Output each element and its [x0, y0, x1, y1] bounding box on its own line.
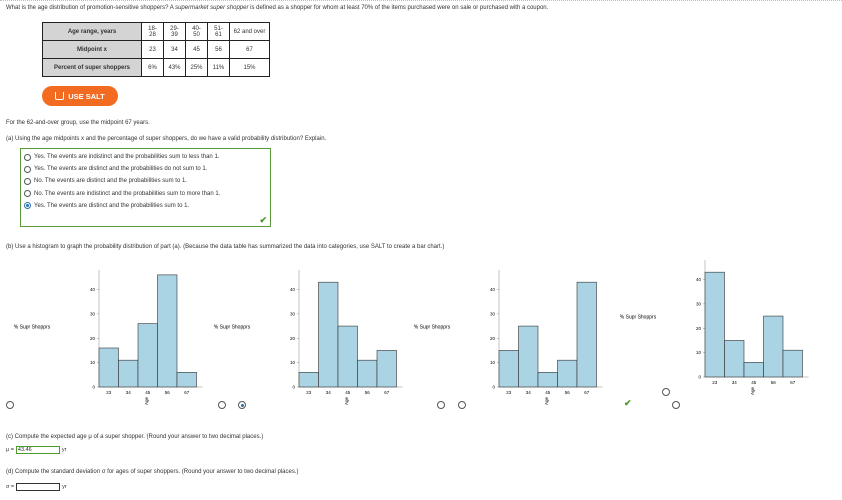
part-b-prompt: (b) Use a histogram to graph the probability distribution of part (a). (Because the data table has summarized the data into categories, use SALT to create a bar chart.)	[6, 244, 445, 250]
x-axis-label: Age	[143, 396, 149, 406]
bar	[358, 360, 378, 387]
table-row	[43, 59, 270, 77]
bar	[764, 316, 784, 377]
y-tick-label: 20	[695, 325, 701, 331]
x-tick-label: 56	[770, 380, 776, 385]
table-cell: 23	[142, 41, 164, 59]
table-cell: 11%	[208, 59, 230, 77]
y-axis-label: % Supr Shopprs	[13, 324, 51, 331]
histogram-option-1	[4, 262, 204, 410]
y-tick-label: 30	[695, 301, 701, 307]
y-tick-label: 10	[695, 350, 701, 356]
x-tick-label: 56	[164, 390, 170, 395]
part-a-prompt: (a) Using the age midpoints x and the percentage of super shoppers, do we have a valid probability distribution? Explain.	[6, 136, 327, 142]
choice-label: Yes. The events are indistinct and the probabilities sum to less than 1.	[34, 154, 220, 161]
y-tick-label: 40	[289, 287, 295, 292]
bar	[338, 326, 358, 387]
table-cell: 29-39	[164, 23, 186, 41]
bar	[783, 350, 803, 377]
x-tick-label: 56	[564, 390, 570, 395]
bar	[705, 272, 725, 377]
table-cell: 6%	[142, 59, 164, 77]
bar	[138, 324, 158, 387]
choice-option[interactable]	[24, 151, 267, 163]
choice-option[interactable]	[24, 175, 267, 187]
histogram-option-2	[204, 262, 404, 410]
mu-symbol: μ =	[6, 447, 14, 453]
bar	[177, 372, 197, 387]
use-salt-button[interactable]	[42, 86, 118, 106]
bar	[538, 372, 558, 387]
x-tick-label: 67	[790, 380, 796, 385]
check-icon: ✔	[624, 398, 632, 408]
bar	[99, 348, 119, 387]
choice-option[interactable]	[24, 200, 267, 212]
bar	[319, 282, 339, 387]
x-tick-label: 67	[584, 390, 590, 395]
mu-input[interactable]: 43.46	[16, 446, 60, 454]
bar	[577, 282, 597, 387]
use-salt-label: USE SALT	[68, 91, 105, 101]
choice-label: No. The events are distinct and the probabilities sum to 1.	[34, 178, 187, 185]
choice-label: Yes. The events are distinct and the probabilities do not sum to 1.	[34, 166, 208, 173]
x-tick-label: 67	[184, 390, 190, 395]
x-tick-label: 67	[384, 390, 390, 395]
unit-label: yr	[62, 484, 67, 490]
x-tick-label: 45	[545, 390, 551, 395]
unit-label: yr	[61, 447, 67, 453]
y-tick-label: 20	[489, 335, 495, 341]
radio-button[interactable]	[24, 190, 31, 197]
y-tick-label: 30	[489, 311, 495, 317]
bar	[119, 360, 139, 387]
table-cell: 43%	[164, 59, 186, 77]
y-tick-label: 0	[492, 384, 495, 390]
x-axis-label: Age	[543, 396, 549, 406]
choice-option[interactable]	[24, 163, 267, 175]
x-axis-label: Age	[343, 396, 349, 406]
y-tick-label: 0	[92, 384, 95, 390]
table-cell: 51-61	[208, 23, 230, 41]
table-row	[43, 23, 270, 41]
y-tick-label: 40	[89, 287, 95, 292]
question-text: What is the age distribution of promotion-sensitive shoppers? A supermarket super shopper is defined as a shopper for whom at least 70% of the items purchased were on sale or purchased with a coupon.	[6, 5, 549, 11]
table-cell: 45	[186, 41, 208, 59]
note-text: For the 62-and-over group, use the midpoint 67 years.	[6, 120, 150, 126]
x-tick-label: 23	[106, 390, 112, 395]
row-header: Midpoint x	[43, 41, 142, 59]
x-tick-label: 56	[364, 390, 370, 395]
y-tick-label: 20	[89, 335, 95, 341]
histogram-radio-3[interactable]	[458, 401, 466, 409]
y-axis-label: % Supr Shopprs	[619, 314, 657, 321]
table-row	[43, 41, 270, 59]
bar	[299, 372, 319, 387]
y-axis-label: % Supr Shopprs	[413, 324, 451, 331]
y-tick-label: 0	[698, 374, 701, 380]
salt-icon	[55, 92, 64, 100]
radio-button[interactable]	[24, 166, 31, 173]
x-tick-label: 23	[712, 380, 718, 385]
row-header: Age range, years	[43, 23, 142, 41]
table-cell: 56	[208, 41, 230, 59]
info-icon[interactable]	[218, 401, 226, 409]
x-tick-label: 45	[145, 390, 151, 395]
choice-label: Yes. The events are distinct and the probabilities sum to 1.	[34, 202, 190, 209]
y-tick-label: 0	[292, 384, 295, 390]
choice-option[interactable]	[24, 188, 267, 200]
info-icon[interactable]	[437, 401, 445, 409]
sigma-input[interactable]	[16, 483, 60, 491]
bar	[519, 326, 539, 387]
table-cell: 15%	[230, 59, 270, 77]
table-cell: 34	[164, 41, 186, 59]
table-cell: 25%	[186, 59, 208, 77]
bar	[725, 340, 745, 377]
bar	[377, 350, 397, 387]
y-tick-label: 30	[89, 311, 95, 317]
x-axis-label: Age	[749, 386, 755, 396]
part-d-answer	[6, 483, 67, 491]
data-table	[42, 22, 270, 77]
radio-button-selected[interactable]	[24, 202, 31, 209]
bar	[499, 350, 519, 387]
x-tick-label: 45	[345, 390, 351, 395]
histogram-option-3	[404, 262, 604, 410]
x-tick-label: 34	[125, 390, 131, 395]
x-tick-label: 45	[751, 380, 757, 385]
x-tick-label: 34	[731, 380, 737, 385]
y-tick-label: 30	[289, 311, 295, 317]
part-d-prompt: (d) Compute the standard deviation σ for ages of super shoppers. (Round your answer to two decimal places.)	[6, 469, 299, 475]
row-header: Percent of super shoppers	[43, 59, 142, 77]
table-cell: 40-50	[186, 23, 208, 41]
table-cell: 62 and over	[230, 23, 270, 41]
bar	[158, 275, 178, 387]
y-tick-label: 40	[695, 277, 701, 282]
y-tick-label: 10	[489, 360, 495, 366]
check-icon: ✔	[259, 215, 267, 225]
bar	[744, 362, 764, 377]
x-tick-label: 23	[306, 390, 312, 395]
y-tick-label: 40	[489, 287, 495, 292]
x-tick-label: 23	[506, 390, 512, 395]
y-tick-label: 20	[289, 335, 295, 341]
table-cell: 67	[230, 41, 270, 59]
top-divider	[0, 0, 842, 1]
histogram-radio-1[interactable]	[6, 401, 14, 409]
x-tick-label: 34	[525, 390, 531, 395]
part-c-answer	[6, 446, 67, 454]
x-tick-label: 34	[325, 390, 331, 395]
histogram-option-4	[610, 252, 810, 400]
table-cell: 18-28	[142, 23, 164, 41]
part-c-prompt: (c) Compute the expected age μ of a super shopper. (Round your answer to two decimal places.)	[6, 434, 264, 440]
y-tick-label: 10	[89, 360, 95, 366]
bar	[558, 360, 578, 387]
choice-label: No. The events are indistinct and the probabilities sum to more than 1.	[34, 190, 221, 197]
radio-button[interactable]	[24, 154, 31, 161]
radio-button[interactable]	[24, 178, 31, 185]
histogram-radio-4[interactable]	[672, 401, 680, 409]
y-tick-label: 10	[289, 360, 295, 366]
part-a-choices	[20, 148, 271, 227]
y-axis-label: % Supr Shopprs	[213, 324, 251, 331]
sigma-symbol: σ =	[6, 484, 15, 490]
